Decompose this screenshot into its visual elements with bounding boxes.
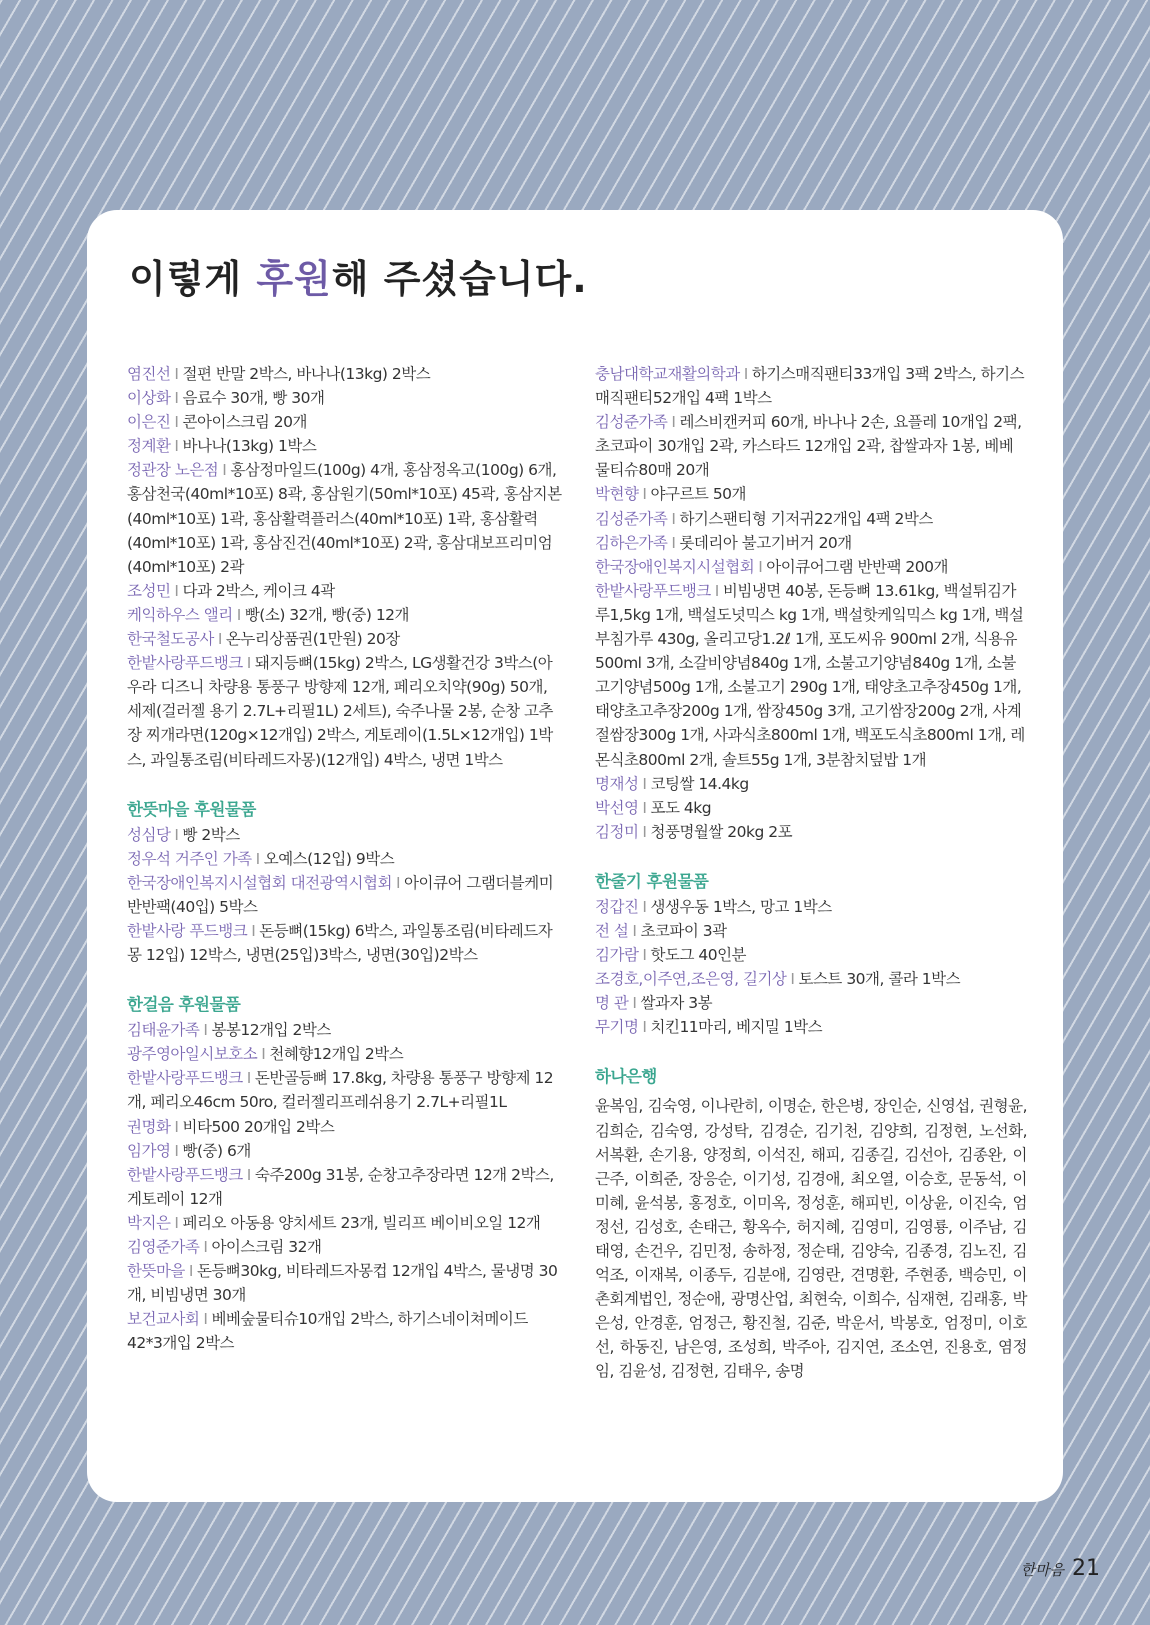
- donated-items: 핫도그 40인분: [650, 946, 747, 965]
- donor-name: 박현향: [595, 485, 639, 504]
- donor-entry: [595, 820, 1027, 844]
- donated-items: 절편 반말 2박스, 바나나(13kg) 2박스: [182, 365, 431, 383]
- donor-entry: [127, 1211, 563, 1235]
- donor-name: 김정미: [595, 822, 639, 841]
- donor-entry: [127, 1018, 563, 1042]
- separator: I: [251, 921, 256, 940]
- separator: I: [632, 994, 637, 1013]
- donor-entry: [127, 1115, 563, 1139]
- donated-items: 포도 4kg: [650, 798, 712, 817]
- donor-entry: [595, 531, 1027, 555]
- separator: I: [174, 1117, 179, 1136]
- donor-entry: [127, 1307, 563, 1355]
- magazine-logo: 한마음: [1020, 1561, 1064, 1579]
- separator: I: [642, 1018, 647, 1037]
- right-column: [595, 362, 1027, 1384]
- donated-items: 콘아이스크림 20개: [182, 413, 307, 432]
- donor-name: 염진선: [127, 365, 171, 383]
- donor-name: 이상화: [127, 389, 171, 408]
- donor-entry: [127, 458, 563, 578]
- donor-name: 이은진: [127, 413, 171, 432]
- donated-items: 빵(중) 6개: [182, 1141, 251, 1160]
- donor-name: 케익하우스 앨리: [127, 605, 233, 624]
- donor-entry: [595, 410, 1027, 482]
- donated-items: 레스비캔커피 60개, 바나나 2손, 요플레 10개입 2팩, 초코파이 30개입 2곽, 카스타드 12개입 2곽, 찹쌀과자 1봉, 베베물티슈80매 20개: [595, 413, 1022, 480]
- separator: I: [174, 437, 179, 456]
- separator: I: [203, 1310, 208, 1329]
- donor-name: 박선영: [595, 798, 639, 817]
- donor-name: 한밭사랑푸드뱅크: [595, 581, 711, 600]
- section-title-hanjulgi: 한줄기 후원물품: [595, 871, 709, 891]
- donated-items: 음료수 30개, 빵 30개: [182, 389, 325, 408]
- donor-name: 광주영아일시보호소: [127, 1045, 258, 1064]
- donor-name: 김성준가족: [595, 413, 668, 432]
- separator: I: [174, 365, 179, 383]
- donor-name: 한국철도공사: [127, 630, 214, 649]
- separator: I: [758, 557, 763, 576]
- donor-entry: [595, 555, 1027, 579]
- donor-entry: [127, 410, 563, 434]
- donor-name: 박지은: [127, 1213, 171, 1232]
- donated-items: 토스트 30개, 콜라 1박스: [798, 970, 961, 989]
- donor-entry: [595, 967, 1027, 991]
- separator: I: [671, 413, 676, 432]
- donated-items: 빵(소) 32개, 빵(중) 12개: [244, 605, 410, 624]
- donor-entry: [595, 362, 1027, 410]
- donated-items: 봉봉12개입 2박스: [211, 1021, 331, 1040]
- donor-name: 한밭사랑푸드뱅크: [127, 654, 243, 673]
- donated-items: 쌀과자 3봉: [640, 994, 713, 1013]
- separator: I: [236, 605, 241, 624]
- donated-items: 하기스매직팬티33개입 3팩 2박스, 하기스매직팬티52개입 4팩 1박스: [595, 365, 1025, 408]
- separator: I: [174, 825, 179, 844]
- donated-items: 천혜향12개입 2박스: [269, 1045, 404, 1064]
- hantteut-donor-list: [127, 823, 563, 968]
- separator: I: [174, 389, 179, 408]
- donor-name: 정계환: [127, 437, 171, 456]
- donor-name: 김하은가족: [595, 533, 668, 552]
- donor-entry: [127, 919, 563, 967]
- donated-items: 오예스(12입) 9박스: [263, 849, 395, 868]
- donor-entry: [127, 386, 563, 410]
- section-title-hangeoreum: 한걸음 후원물품: [127, 995, 241, 1015]
- donated-items: 야구르트 50개: [650, 485, 747, 504]
- donor-entry: [595, 579, 1027, 772]
- donor-entry: [127, 1163, 563, 1211]
- page-number: 21: [1072, 1556, 1100, 1581]
- separator: I: [246, 654, 251, 673]
- donor-name: 한국장애인복지시설협회 대전광역시협회: [127, 873, 392, 892]
- donor-entry: [595, 943, 1027, 967]
- section-title-hana-bank: 하나은행: [595, 1067, 657, 1087]
- donor-name: 한뜻마을: [127, 1262, 185, 1281]
- donor-entry: [127, 603, 563, 627]
- donor-name: 전 설: [595, 921, 629, 940]
- donor-entry: [595, 507, 1027, 531]
- separator: I: [743, 365, 748, 383]
- hanjulgi-donor-list: [595, 895, 1027, 1040]
- donor-name: 한밭사랑푸드뱅크: [127, 1165, 243, 1184]
- donated-items: 비타500 20개입 2박스: [182, 1117, 335, 1136]
- hangeoreum-donor-list: [127, 1018, 563, 1355]
- donor-entry: [595, 772, 1027, 796]
- donated-items: 청풍명월쌀 20kg 2포: [650, 822, 793, 841]
- separator: I: [174, 1213, 179, 1232]
- separator: I: [203, 1238, 208, 1256]
- separator: I: [671, 509, 676, 528]
- donor-name: 김성준가족: [595, 509, 668, 528]
- separator: I: [632, 921, 637, 940]
- donor-name: 정우석 거주인 가족: [127, 849, 252, 868]
- donor-entry: [127, 434, 563, 458]
- donated-items: 돈등뼈(15kg) 6박스, 과일통조림(비타레드자몽 12입) 12박스, 냉면(25입)3박스, 냉면(30입)2박스: [127, 921, 553, 965]
- donor-entry: [127, 1139, 563, 1163]
- donated-items: 온누리상품권(1만원) 20장: [225, 630, 400, 649]
- left-column: [127, 362, 563, 1355]
- donated-items: 빵 2박스: [182, 825, 240, 844]
- donor-name: 김태윤가족: [127, 1021, 200, 1040]
- donated-items: 아이큐어그램 반반팩 200개: [766, 557, 948, 576]
- separator: I: [671, 533, 676, 552]
- donated-items: 홍삼정마일드(100g) 4개, 홍삼정옥고(100g) 6개, 홍삼천국(40ml*10포) 8곽, 홍삼원기(50ml*10포) 45곽, 홍삼지본(40ml*10포) 1곽, 홍삼활력플러스(40ml*10포) 1곽, 홍삼활력(40ml*10포) 1곽, 홍삼진건(40ml*10포) 2곽, 홍삼대보프리미엄(40ml*10포) 2곽: [127, 461, 562, 576]
- donated-items: 베베숲물티슈10개입 2박스, 하기스네이쳐메이드42*3개입 2박스: [127, 1310, 528, 1353]
- separator: I: [714, 581, 719, 600]
- donated-items: 페리오 아동용 양치세트 23개, 빌리프 베이비오일 12개: [182, 1213, 541, 1232]
- donor-name: 충남대학교재활의학과: [595, 365, 740, 383]
- separator: I: [217, 630, 222, 649]
- donor-name: 김영준가족: [127, 1238, 200, 1256]
- donor-name: 조성민: [127, 581, 171, 600]
- donated-items: 생생우동 1박스, 망고 1박스: [650, 897, 832, 916]
- section-title-hantteut: 한뜻마을 후원물품: [127, 799, 256, 819]
- separator: I: [642, 946, 647, 965]
- hana-bank-donor-names: 윤복임, 김숙영, 이나란히, 이명순, 한은병, 장인순, 신영섭, 권형윤, 김희순, 김숙영, 강성탁, 김경순, 김기천, 김양희, 김정현, 노선화, 서복환, 손기용, 양정희, 이석진, 해피, 김종길, 김선아, 김종완, 이근주, 이희준, 장응순, 이기성, 김경애, 최오열, 이승호, 문동석, 이미혜, 윤석봉, 홍정호, 이미옥, 정성훈, 해피빈, 이상윤, 이진숙, 엄정선, 김성호, 손태근, 황옥수, 허지혜, 김영미, 김영룡, 이주남, 김태영, 손건우, 김민정, 송하정, 정순태, 김양숙, 김종경, 김노진, 김억조, 이재복, 이종두, 김분애, 김영란, 견명환, 주현종, 백승민, 이촌회계법인, 정순애, 광명산업, 최현숙, 이희수, 심재현, 김래홍, 박은성, 안경훈, 엄정근, 황진철, 김준, 박운서, 박봉호, 엄정미, 이호선, 하동진, 남은영, 조성희, 박주아, 김지연, 조소연, 진용호, 염정임, 김윤성, 김정현, 김태우, 송명: [595, 1097, 1027, 1381]
- donated-items: 아이큐어 그램더블케미 반반팩(40입) 5박스: [127, 873, 554, 916]
- donor-name: 권명화: [127, 1117, 171, 1136]
- donated-items: 하기스팬티형 기저귀22개입 4팩 2박스: [679, 509, 933, 528]
- donor-entry: [127, 579, 563, 603]
- donated-items: 롯데리아 불고기버거 20개: [679, 533, 852, 552]
- separator: I: [790, 970, 795, 989]
- donated-items: 숙주200g 31봉, 순창고추장라면 12개 2박스, 게토레이 12개: [127, 1165, 554, 1208]
- donor-name: 명 관: [595, 994, 629, 1013]
- donated-items: 돼지등뼈(15kg) 2박스, LG생활건강 3박스(아우라 디즈니 차량용 통풍구 방향제 12개, 페리오치약(90g) 50개, 세제(걸러젤 용기 2.7L+리필1L) 2세트), 숙주나물 2봉, 순창 고추장 찌개라면(120g×12개입) 2박스, 게토레이(1.5L×12개입) 1박스, 과일통조림(비타레드자몽)(12개입) 4박스, 냉면 1박스: [127, 654, 553, 769]
- donor-name: 성심당: [127, 825, 171, 844]
- separator: I: [642, 822, 647, 841]
- donor-entry: [127, 362, 563, 386]
- title-highlight: 후원: [256, 257, 332, 301]
- donor-name: 명재성: [595, 774, 639, 793]
- separator: I: [642, 897, 647, 916]
- donor-entry: [127, 627, 563, 651]
- separator: I: [246, 1069, 251, 1088]
- separator: I: [255, 849, 260, 868]
- donor-entry: [127, 1259, 563, 1307]
- donor-entry: [127, 823, 563, 847]
- separator: I: [642, 485, 647, 504]
- donor-name: 정관장 노은점: [127, 461, 219, 480]
- donor-name: 한밭사랑푸드뱅크: [127, 1069, 243, 1088]
- separator: I: [642, 798, 647, 817]
- donated-items: 비빔냉면 40봉, 돈등뼈 13.61kg, 백설튀김가루1,5kg 1개, 백설도넛믹스 kg 1개, 백설핫케잌믹스 kg 1개, 백설부침가루 430g, 올리고당1.2ℓ 1개, 포도씨유 900ml 2개, 식용유500ml 3개, 소갈비양념840g 1개, 소불고기양념840g 1개, 소불고기양념500g 1개, 소불고기 290g 1개, 태양초고추장450g 1개, 태양초고추장200g 1개, 쌈장450g 3개, 고기쌈장200g 2개, 사계절쌈장300g 1개, 사과식초800ml 1개, 백포도식초800ml 1개, 레몬식초800ml 2개, 솔트55g 1개, 3분참치덮밥 1개: [595, 581, 1025, 769]
- donor-entry: [127, 871, 563, 919]
- donated-items: 치킨11마리, 베지밀 1박스: [650, 1018, 823, 1037]
- donor-name: 한국장애인복지시설협회: [595, 557, 755, 576]
- donor-entry: [595, 991, 1027, 1015]
- separator: I: [222, 461, 227, 480]
- page-title: 이렇게 후원해 주셨습니다.: [129, 257, 588, 301]
- donated-items: 아이스크림 32개: [211, 1238, 322, 1256]
- separator: I: [246, 1165, 251, 1184]
- donor-entry: [595, 796, 1027, 820]
- separator: I: [395, 873, 401, 892]
- donor-entry: [595, 1015, 1027, 1039]
- donated-items: 코팅쌀 14.4kg: [650, 774, 749, 793]
- donated-items: 초코파이 3곽: [640, 921, 727, 940]
- donor-name: 김가람: [595, 946, 639, 965]
- donor-entry: [127, 1235, 563, 1259]
- separator: I: [261, 1045, 266, 1064]
- donor-entry: [127, 651, 563, 771]
- donor-name: 임가영: [127, 1141, 171, 1160]
- right-donor-list: [595, 362, 1027, 844]
- donor-entry: [595, 482, 1027, 506]
- separator: I: [203, 1021, 208, 1040]
- page-footer: [1021, 1556, 1100, 1581]
- donor-name: 무기명: [595, 1018, 639, 1037]
- donated-items: 돈등뼈30kg, 비타레드자몽컵 12개입 4박스, 물냉명 30개, 비빔냉면 30개: [127, 1262, 558, 1305]
- donor-entry: [127, 1066, 563, 1114]
- donor-entry: [595, 895, 1027, 919]
- separator: I: [188, 1262, 193, 1281]
- donated-items: 바나나(13kg) 1박스: [182, 437, 317, 456]
- separator: I: [174, 1141, 179, 1160]
- donor-name: 보건교사회: [127, 1310, 200, 1329]
- separator: I: [642, 774, 647, 793]
- donor-name: 정갑진: [595, 897, 639, 916]
- main-donor-list: [127, 362, 563, 772]
- donor-name: 한밭사랑 푸드뱅크: [127, 921, 248, 940]
- donor-entry: [595, 919, 1027, 943]
- donor-name: 조경호,이주연,조은영, 길기상: [595, 970, 787, 989]
- content-card: [87, 210, 1063, 1502]
- separator: I: [174, 581, 179, 600]
- donor-entry: [127, 847, 563, 871]
- separator: I: [174, 413, 179, 432]
- donated-items: 돈반골등뼈 17.8kg, 차량용 통풍구 방향제 12개, 페리오46cm 50ro, 컬러젤리프레쉬용기 2.7L+리필1L: [127, 1069, 554, 1112]
- donated-items: 다과 2박스, 케이크 4곽: [182, 581, 335, 600]
- donor-entry: [127, 1042, 563, 1066]
